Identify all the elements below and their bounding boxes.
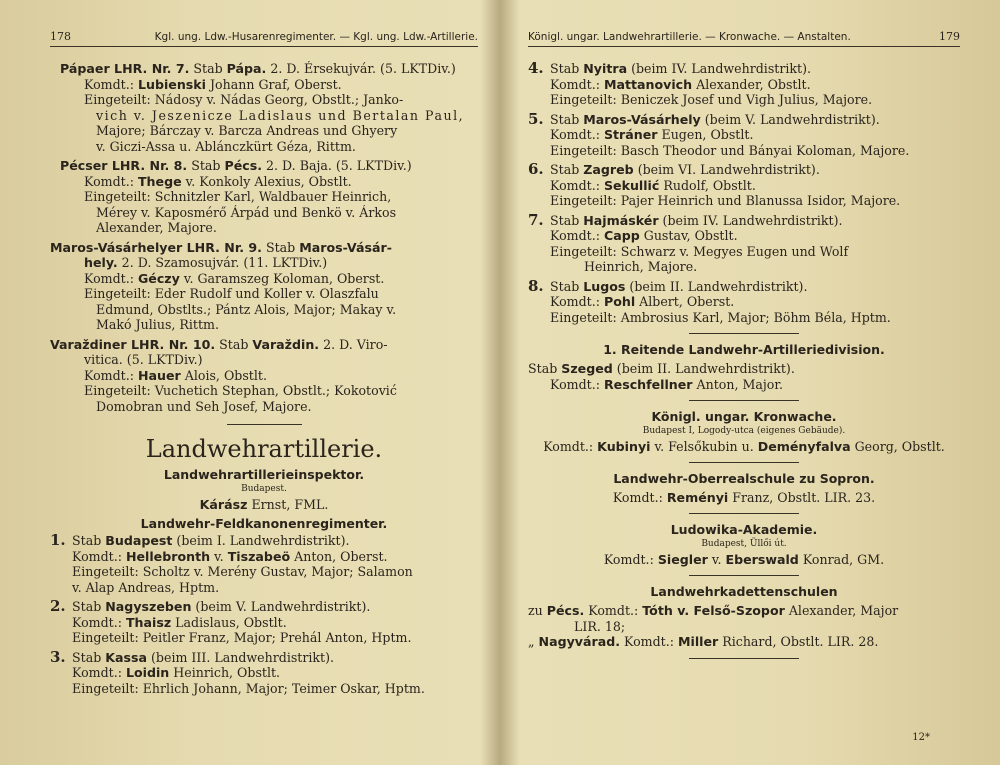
- komdt-line: Komdt.: Lubienski Johann Graf, Oberst.: [84, 76, 342, 92]
- field-regiment-7: 7. Stab Hajmáskér (beim IV. Landwehrdistrikt). Komdt.: Capp Gustav, Obstlt. Eingeteilt: Schwarz v. Megyes Eugen und Wolf Heinrich, Majore.: [528, 213, 960, 275]
- stab-label: Stab: [261, 239, 300, 255]
- reitende-entry: Stab Szeged (beim II. Landwehrdistrikt). Komdt.: Reschfellner Anton, Major.: [528, 361, 960, 392]
- field-regiment-2: 2. Stab Nagyszeben (beim V. Landwehrdistrikt). Komdt.: Thaisz Ladislaus, Obstlt. Eingeteilt: Peitler Franz, Major; Prehál Anton, Hptm.: [50, 599, 478, 646]
- stab-place: Maros-Vásár-: [299, 239, 392, 255]
- reitende-title: 1. Reitende Landwehr-Artilleriedivision.: [603, 342, 885, 357]
- regiment-name: Pécser LHR. Nr. 8.: [60, 158, 188, 173]
- ludowika-address: Budapest, Üllői út.: [701, 539, 787, 549]
- komdt-line: Komdt.: Sekullić Rudolf, Obstlt.: [550, 177, 756, 193]
- ludowika-title: Ludowika-Akademie.: [670, 522, 818, 537]
- eingeteilt-line: Eingeteilt: Ehrlich Johann, Major; Teimer Oskar, Hptm.: [72, 680, 425, 696]
- inspector-place: Budapest.: [241, 484, 287, 494]
- section-divider: [227, 424, 302, 425]
- komdt-line: Komdt.: Reschfellner Anton, Major.: [550, 376, 784, 392]
- eingeteilt-line: Eingeteilt: Basch Theodor und Bányai Koloman, Majore.: [550, 142, 910, 158]
- inspector-name: Kárász Ernst, FML.: [199, 497, 329, 512]
- text-line: Majore; Bárczay v. Barcza Andreas und Ghyery: [96, 123, 398, 138]
- text-line: v. Alap Andreas, Hptm.: [72, 579, 220, 595]
- section-divider: [689, 333, 799, 334]
- komdt-line: Komdt.: Géczy v. Garamszeg Koloman, Oberst.: [84, 270, 385, 286]
- inspector-title: Landwehrartillerieinspektor.: [163, 467, 365, 482]
- text-line: Domobran und Seh Josef, Majore.: [96, 398, 312, 414]
- komdt-line: Komdt.: Hellebronth v. Tiszabeö Anton, Oberst.: [72, 548, 388, 564]
- stab-rest: 2. D. Viro-: [319, 336, 388, 352]
- kadetten-pecs: zu Pécs. Komdt.: Tóth v. Felső-Szopor Alexander, Major: [528, 603, 899, 618]
- right-page-number: 179: [939, 30, 960, 43]
- text-line: vitica. (5. LKTDiv.): [84, 352, 203, 367]
- regiment-7: [50, 61, 478, 154]
- kadetten-nagyvarad: „ Nagyvárad. Komdt.: Miller Richard, Obstlt. LIR. 28.: [528, 634, 879, 649]
- eingeteilt-line: Eingeteilt: Scholtz v. Merény Gustav, Major; Salamon: [72, 564, 413, 579]
- komdt-line: Komdt.: Thege v. Konkoly Alexius, Obstlt.: [84, 173, 352, 189]
- field-regiments-title: Landwehr-Feldkanonenregimenter.: [140, 516, 388, 531]
- eingeteilt-line: Eingeteilt: Peitler Franz, Major; Prehál Anton, Hptm.: [72, 630, 412, 645]
- section-divider: [689, 462, 799, 463]
- stab-label: Stab: [187, 158, 225, 173]
- text-line: Makó Julius, Rittm.: [96, 317, 219, 332]
- field-regiment-1: 1. Stab Budapest (beim I. Landwehrdistrikt). Komdt.: Hellebronth v. Tiszabeö Anton, Oberst. Eingeteilt: Scholtz v. Merény Gustav, Major; Salamon v. Alap Andreas, Hptm.: [50, 533, 478, 595]
- text-line: vich v. Jeszenicze Ladislaus und Bertalan Paul,: [96, 107, 465, 123]
- regiment-name: Varaždiner LHR. Nr. 10.: [50, 336, 216, 352]
- eingeteilt-line: Eingeteilt: Ambrosius Karl, Major; Böhm Béla, Hptm.: [550, 309, 891, 325]
- stab-place: Pécs.: [224, 158, 263, 173]
- right-running-title: Königl. ungar. Landwehrartillerie. — Kronwache. — Anstalten.: [528, 31, 851, 43]
- komdt-line: Komdt.: Capp Gustav, Obstlt.: [550, 228, 738, 243]
- text-line: Heinrich, Majore.: [584, 259, 698, 274]
- field-regiment-3: 3. Stab Kassa (beim III. Landwehrdistrikt). Komdt.: Loidin Heinrich, Obstlt. Eingeteilt: Ehrlich Johann, Major; Teimer Oskar, Hptm.: [50, 650, 478, 697]
- komdt-line: Komdt.: Mattanovich Alexander, Obstlt.: [550, 76, 811, 92]
- ludowika-komdt: Komdt.: Siegler v. Eberswald Konrad, GM.: [603, 552, 885, 567]
- eingeteilt-line: Eingeteilt: Beniczek Josef und Vigh Julius, Majore.: [550, 92, 873, 107]
- stab-label: Stab: [215, 336, 253, 352]
- komdt-line: Komdt.: Pohl Albert, Oberst.: [550, 294, 735, 309]
- komdt-line: Komdt.: Hauer Alois, Obstlt.: [84, 367, 267, 383]
- field-regiment-5: 5. Stab Maros-Vásárhely (beim V. Landwehrdistrikt). Komdt.: Stráner Eugen, Obstlt. Eingeteilt: Basch Theodor und Bányai Koloman, Majore.: [528, 112, 960, 159]
- eingeteilt-line: Eingeteilt: Schnitzler Karl, Waldbauer Heinrich,: [84, 189, 392, 204]
- field-regiment-4: 4. Stab Nyitra (beim IV. Landwehrdistrikt). Komdt.: Mattanovich Alexander, Obstlt. Eingeteilt: Beniczek Josef und Vigh Julius, Majore.: [528, 61, 960, 108]
- eingeteilt-line: Eingeteilt: Schwarz v. Megyes Eugen und Wolf: [550, 243, 849, 259]
- left-running-title: Kgl. ung. Ldw.-Husarenregimenter. — Kgl. ung. Ldw.-Artillerie.: [154, 31, 478, 43]
- komdt-line: Komdt.: Stráner Eugen, Obstlt.: [550, 127, 754, 142]
- text-line: Edmund, Obstlts.; Pántz Alois, Major; Makay v.: [96, 301, 397, 317]
- right-page: [506, 0, 1000, 765]
- unit-number: 1.: [50, 533, 66, 549]
- eingeteilt-line: Eingeteilt: Eder Rudolf und Koller v. Olaszfalu: [84, 286, 379, 301]
- text-line: hely. 2. D. Szamosujvár. (11. LKTDiv.): [84, 255, 328, 270]
- kadetten-entries: [528, 603, 960, 650]
- field-regiment-6: 6. Stab Zagreb (beim VI. Landwehrdistrikt). Komdt.: Sekullić Rudolf, Obstlt. Eingeteilt: Pajer Heinrich und Blanussa Isidor, Majore.: [528, 162, 960, 209]
- regiment-10: [50, 337, 478, 415]
- regiment-name: Maros-Vásárhelyer LHR. Nr. 9.: [50, 239, 262, 255]
- text-line: v. Giczi-Assa u. Ablánczkürt Géza, Rittm.: [96, 138, 356, 154]
- text-line: Alexander, Majore.: [96, 220, 217, 235]
- komdt-line: Komdt.: Thaisz Ladislaus, Obstlt.: [72, 614, 287, 630]
- right-running-head: [528, 30, 960, 47]
- stab-place: Varaždin.: [252, 336, 320, 352]
- eingeteilt-line: Eingeteilt: Pajer Heinrich und Blanussa Isidor, Majore.: [550, 193, 901, 208]
- regiment-8: [50, 158, 478, 236]
- section-divider: [689, 513, 799, 514]
- unit-number: 2.: [50, 599, 66, 615]
- section-divider: [689, 658, 799, 659]
- stab-label: Stab: [189, 61, 227, 76]
- kronwache-komdt: Komdt.: Kubinyi v. Felsőkubin u. Deményfalva Georg, Obstlt.: [543, 439, 945, 454]
- section-divider: [689, 400, 799, 401]
- kronwache-title: Königl. ungar. Kronwache.: [651, 409, 837, 424]
- section-divider: [689, 575, 799, 576]
- eingeteilt-line: Eingeteilt: Vuchetich Stephan, Obstlt.; Kokotović: [84, 383, 397, 398]
- sopron-title: Landwehr-Oberrealschule zu Sopron.: [613, 471, 875, 486]
- field-regiment-8: 8. Stab Lugos (beim II. Landwehrdistrikt). Komdt.: Pohl Albert, Oberst. Eingeteilt: Ambrosius Karl, Major; Böhm Béla, Hptm.: [528, 279, 960, 326]
- unit-number: 3.: [50, 649, 66, 665]
- eingeteilt-line: Eingeteilt: Nádosy v. Nádas Georg, Obstlt.; Janko-: [84, 92, 404, 107]
- stab-rest: 2. D. Érsekujvár. (5. LKTDiv.): [266, 61, 456, 76]
- text-line: LIR. 18;: [574, 618, 626, 634]
- artillery-title: Landwehrartillerie.: [145, 435, 383, 463]
- left-page-number: 178: [50, 30, 71, 43]
- komdt-line: Komdt.: Loidin Heinrich, Obstlt.: [72, 665, 281, 680]
- text-line: Mérey v. Kaposmérő Árpád und Benkö v. Árkos: [96, 204, 397, 220]
- left-running-head: [50, 30, 478, 47]
- regiment-9: [50, 240, 478, 333]
- kadetten-title: Landwehrkadettenschulen: [650, 584, 838, 599]
- kronwache-address: Budapest I, Logody-utca (eigenes Gebäude).: [642, 426, 846, 436]
- stab-place: Pápa.: [226, 61, 267, 76]
- stab-rest: 2. D. Baja. (5. LKTDiv.): [262, 158, 412, 173]
- regiment-name: Pápaer LHR. Nr. 7.: [60, 61, 190, 76]
- sopron-komdt: Komdt.: Reményi Franz, Obstlt. LIR. 23.: [612, 490, 876, 505]
- signature-mark: 12*: [912, 732, 930, 743]
